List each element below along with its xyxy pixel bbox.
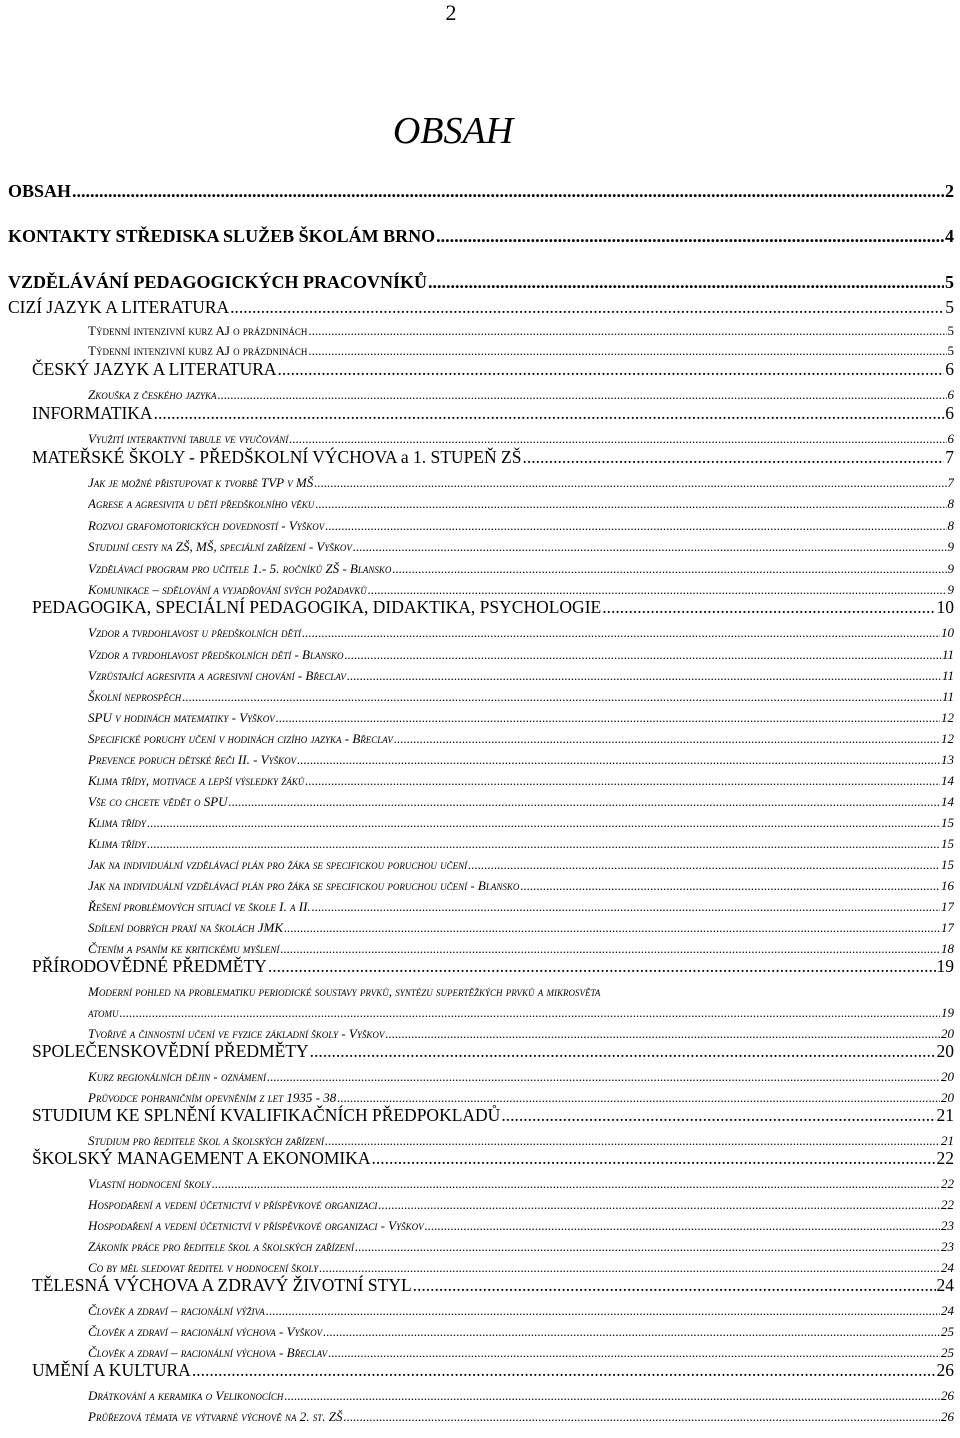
toc-entry-page: 25 — [941, 1324, 954, 1339]
toc-entry-title: SPU v hodinách matematiky - Vyškov — [88, 710, 275, 725]
toc-entry-title: Studium pro ředitele škol a školských zařízení — [88, 1133, 325, 1148]
toc-entry-page: 20 — [941, 1090, 954, 1105]
toc-entry-title: Týdenní intenzivní kurz AJ o prázdninách — [88, 343, 308, 358]
toc-leader-dots — [428, 272, 944, 293]
toc-entry-page: 6 — [945, 359, 954, 379]
toc-entry[interactable] — [88, 773, 954, 789]
toc-entry-title: Jak na individuální vzdělávací plán pro žáka se specifickou poruchou učení - Blansko — [88, 878, 520, 893]
toc-entry-title: Člověk a zdraví – racionální výchova - Břeclav — [88, 1345, 328, 1360]
toc-entry[interactable] — [8, 272, 954, 293]
toc-entry-title: Tvořivé a činnostní učení ve fyzice základní školy - Vyškov — [88, 1026, 385, 1041]
toc-entry[interactable] — [32, 1041, 954, 1062]
toc-entry-title: VZDĚLÁVÁNÍ PEDAGOGICKÝCH PRACOVNÍKŮ — [8, 272, 428, 292]
toc-entry-title: Co by měl sledovat ředitel v hodnocení školy — [88, 1260, 319, 1275]
toc-leader-dots — [372, 1148, 936, 1169]
toc-leader-dots — [266, 1303, 940, 1319]
toc-entry[interactable] — [88, 323, 954, 339]
toc-entry-page: 13 — [941, 752, 954, 767]
toc-entry[interactable] — [88, 1388, 954, 1404]
toc-entry[interactable] — [88, 920, 954, 936]
toc-entry[interactable] — [88, 431, 954, 447]
toc-entry[interactable] — [8, 297, 954, 318]
toc-entry[interactable] — [88, 1239, 954, 1255]
toc-entry[interactable] — [88, 1176, 954, 1192]
toc-entry-page: 22 — [941, 1197, 954, 1212]
toc-entry-title: Člověk a zdraví – racionální výživa — [88, 1303, 265, 1318]
toc-entry-title: STUDIUM KE SPLNĚNÍ KVALIFIKAČNÍCH PŘEDPOKLADŮ — [32, 1105, 501, 1125]
toc-entry[interactable] — [88, 1324, 954, 1340]
toc-entry[interactable] — [88, 941, 954, 957]
toc-entry[interactable] — [88, 878, 954, 894]
toc-entry-page: 6 — [947, 431, 954, 446]
toc-entry-title: Hospodaření a vedení účetnictví v příspěvkové organizaci — [88, 1197, 378, 1212]
toc-entry-page: 20 — [936, 1041, 954, 1061]
toc-leader-dots — [602, 597, 935, 618]
toc-entry-page: 15 — [941, 815, 954, 830]
toc-entry[interactable] — [88, 857, 954, 873]
toc-entry-page: 5 — [945, 272, 954, 292]
toc-entry-page: 23 — [941, 1239, 954, 1254]
toc-leader-dots — [229, 794, 940, 810]
toc-entry-page: 20 — [941, 1026, 954, 1041]
toc-leader-dots — [147, 836, 940, 852]
toc-leader-dots — [392, 561, 946, 577]
toc-entry-page: 10 — [936, 597, 954, 617]
toc-leader-dots — [436, 226, 944, 247]
toc-leader-dots — [347, 668, 941, 684]
toc-leader-dots — [192, 1360, 936, 1381]
toc-entry-page: 25 — [941, 1345, 954, 1360]
toc-entry[interactable] — [88, 1260, 954, 1276]
toc-entry-title: INFORMATIKA — [32, 403, 153, 423]
toc-entry[interactable] — [88, 1005, 954, 1021]
toc-entry-page: 23 — [941, 1218, 954, 1233]
toc-entry-page: 26 — [936, 1360, 954, 1380]
toc-leader-dots — [328, 1345, 940, 1361]
toc-entry-title: Jak na individuální vzdělávací plán pro žáka se specifickou poruchou učení — [88, 857, 468, 872]
toc-entry-title: PEDAGOGIKA, SPECIÁLNÍ PEDAGOGIKA, DIDAKTIKA, PSYCHOLOGIE — [32, 597, 602, 617]
toc-entry-title: Zkouška z českého jazyka — [88, 387, 217, 402]
toc-leader-dots — [147, 815, 940, 831]
toc-entry-title: Prevence poruch dětské řeči II. - Vyškov — [88, 752, 297, 767]
toc-entry-page: 5 — [947, 343, 954, 358]
toc-entry-page: 6 — [945, 403, 954, 423]
toc-entry-page: 26 — [941, 1388, 954, 1403]
toc-entry[interactable] — [32, 447, 954, 468]
toc-entry-title: Klima třídy, motivace a lepší výsledky žáků — [88, 773, 305, 788]
toc-entry[interactable] — [88, 836, 954, 852]
toc-leader-dots — [308, 343, 946, 359]
toc-entry-title: Člověk a zdraví – racionální výchova - Vyškov — [88, 1324, 323, 1339]
toc-entry-page: 4 — [945, 226, 954, 246]
toc-entry-title: Vše co chcete vědět o SPU — [88, 794, 228, 809]
toc-leader-dots — [230, 297, 944, 318]
toc-entry[interactable] — [32, 1275, 954, 1296]
toc-entry[interactable] — [88, 815, 954, 831]
toc-leader-dots — [297, 752, 940, 768]
toc-leader-dots — [413, 1275, 936, 1296]
toc-entry-page: 21 — [936, 1105, 954, 1125]
toc-entry-title: Vzdor a tvrdohlavost předškolních dětí - Blansko — [88, 647, 344, 662]
toc-entry-title: Kurz regionálních dějin - oznámení — [88, 1069, 266, 1084]
toc-entry-title: Průvodce pohraničním opevněním z let 1935 - 38 — [88, 1090, 337, 1105]
toc-entry[interactable] — [88, 561, 954, 577]
toc-entry-title: Drátkování a keramika o Velikonocích — [88, 1388, 284, 1403]
toc-entry[interactable] — [32, 597, 954, 618]
toc-entry[interactable] — [88, 1197, 954, 1213]
toc-entry-title: UMĚNÍ A KULTURA — [32, 1360, 191, 1380]
toc-entry[interactable] — [88, 794, 954, 810]
toc-entry[interactable] — [88, 1218, 954, 1234]
toc-leader-dots — [468, 857, 940, 873]
toc-leader-dots — [353, 539, 947, 555]
toc-entry[interactable] — [88, 625, 954, 641]
toc-entry-page: 26 — [941, 1409, 954, 1424]
toc-entry-page: 19 — [936, 956, 954, 976]
toc-entry-page: 22 — [936, 1148, 954, 1168]
toc-entry-page: 11 — [941, 668, 954, 683]
toc-leader-dots — [310, 1041, 936, 1062]
toc-entry-title: Sdílení dobrých praxí na školách JMK — [88, 920, 284, 935]
toc-leader-dots — [278, 359, 945, 380]
toc-leader-dots — [355, 1239, 940, 1255]
toc-entry-page: 9 — [947, 539, 954, 554]
toc-entry-page: 15 — [941, 857, 954, 872]
toc-entry-title: ŠKOLSKÝ MANAGEMENT A EKONOMIKA — [32, 1148, 371, 1168]
toc-entry-title: Vzdor a tvrdohlavost u předškolních dětí — [88, 625, 301, 640]
toc-entry[interactable] — [8, 181, 954, 202]
toc-leader-dots — [368, 582, 947, 598]
toc-entry-page: 12 — [941, 731, 954, 746]
toc-entry-title: Vzdělávací program pro učitele 1.- 5. ročníků ZŠ - Blansko — [88, 561, 392, 576]
toc-entry-title: Klima třídy — [88, 815, 146, 830]
toc-entry[interactable] — [88, 689, 954, 705]
toc-leader-dots — [289, 431, 946, 447]
toc-entry[interactable] — [32, 1105, 954, 1126]
toc-leader-dots — [344, 1409, 941, 1425]
toc-leader-dots — [268, 956, 936, 977]
toc-entry-page: 14 — [941, 794, 954, 809]
toc-entry[interactable] — [88, 647, 954, 663]
toc-entry-page: 9 — [947, 582, 954, 597]
toc-leader-dots — [212, 1176, 940, 1192]
toc-entry-title: MATEŘSKÉ ŠKOLY - PŘEDŠKOLNÍ VÝCHOVA a 1. STUPEŇ ZŠ — [32, 447, 522, 467]
toc-entry[interactable] — [32, 956, 954, 977]
toc-entry[interactable] — [32, 1148, 954, 1169]
toc-leader-dots — [323, 1324, 940, 1340]
page-number: 2 — [445, 0, 457, 25]
toc-entry[interactable] — [88, 1090, 954, 1106]
toc-entry-page: 5 — [945, 297, 954, 317]
toc-entry[interactable] — [88, 899, 954, 915]
toc-entry[interactable] — [88, 1409, 954, 1425]
toc-entry[interactable] — [88, 668, 954, 684]
toc-entry-page: 24 — [941, 1303, 954, 1318]
toc-entry-page: 9 — [947, 561, 954, 576]
toc-leader-dots — [182, 689, 941, 705]
toc-entry-title: Moderní pohled na problematiku periodické soustavy prvků, syntézu supertěžkých prvků a mikrosvěta — [88, 984, 601, 999]
toc-leader-dots — [325, 518, 946, 534]
toc-entry[interactable] — [32, 403, 954, 424]
toc-entry-page: 8 — [947, 496, 954, 511]
toc-entry-page: 5 — [947, 323, 954, 338]
toc-entry-page: 2 — [945, 181, 954, 201]
toc-entry[interactable] — [88, 496, 954, 512]
toc-entry[interactable] — [32, 1360, 954, 1381]
toc-entry[interactable] — [88, 1026, 954, 1042]
toc-entry-title: Komunikace – sdělování a vyjadřování svých požadavků — [88, 582, 367, 597]
toc-entry[interactable] — [88, 1069, 954, 1085]
toc-entry-title: Školní neprospěch — [88, 689, 182, 704]
toc-leader-dots — [280, 941, 940, 957]
toc-leader-dots — [345, 647, 941, 663]
toc-entry-page: 24 — [941, 1260, 954, 1275]
toc-entry-page: 24 — [936, 1275, 954, 1295]
toc-leader-dots — [319, 1260, 940, 1276]
toc-entry-title: ČESKÝ JAZYK A LITERATURA — [32, 359, 277, 379]
toc-entry-title: CIZÍ JAZYK A LITERATURA — [8, 297, 230, 317]
toc-entry-page: 20 — [941, 1069, 954, 1084]
toc-entry[interactable] — [88, 1133, 954, 1149]
toc-entry-title: KONTAKTY STŘEDISKA SLUŽEB ŠKOLÁM BRNO — [8, 226, 436, 246]
toc-entry[interactable] — [88, 1303, 954, 1319]
toc-leader-dots — [394, 731, 940, 747]
toc-entry-page: 10 — [941, 625, 954, 640]
toc-entry-page: 16 — [941, 878, 954, 893]
toc-entry[interactable] — [88, 343, 954, 359]
toc-leader-dots — [314, 475, 946, 491]
toc-leader-dots — [305, 773, 940, 789]
toc-leader-dots — [72, 181, 944, 202]
toc-leader-dots — [378, 1197, 940, 1213]
toc-leader-dots — [520, 878, 940, 894]
toc-leader-dots — [325, 1133, 940, 1149]
toc-entry-page: 7 — [945, 447, 954, 467]
toc-entry-title: Vlastní hodnocení školy — [88, 1176, 211, 1191]
toc-entry-page: 15 — [941, 836, 954, 851]
toc-entry-title: Vzrůstající agresivita a agresivní chování - Břeclav — [88, 668, 346, 683]
toc-leader-dots — [302, 625, 940, 641]
toc-entry[interactable] — [88, 984, 954, 1000]
toc-leader-dots — [315, 496, 946, 512]
toc-leader-dots — [154, 403, 945, 424]
toc-entry[interactable] — [88, 518, 954, 534]
toc-leader-dots — [522, 447, 944, 468]
toc-entry[interactable] — [88, 710, 954, 726]
toc-entry-title: OBSAH — [8, 181, 72, 201]
toc-leader-dots — [337, 1090, 940, 1106]
toc-entry[interactable] — [88, 582, 954, 598]
toc-entry-title: Studijní cesty na ZŠ, MŠ, speciální zařízení - Vyškov — [88, 539, 352, 554]
toc-entry[interactable] — [88, 387, 954, 403]
toc-entry-title: Průřezová témata ve výtvarné výchově na 2. st. ZŠ — [88, 1409, 343, 1424]
toc-leader-dots — [276, 710, 940, 726]
toc-entry-page: 6 — [947, 387, 954, 402]
toc-entry[interactable] — [32, 359, 954, 380]
toc-entry-title: Zákoník práce pro ředitele škol a školských zařízení — [88, 1239, 354, 1254]
page-title: OBSAH — [392, 110, 514, 152]
toc-leader-dots — [425, 1218, 940, 1234]
toc-entry-title: Rozvoj grafomotorických dovedností - Vyškov — [88, 518, 325, 533]
toc-leader-dots — [501, 1105, 935, 1126]
toc-entry-title: Jak je možné přistupovat k tvorbě TVP v MŠ — [88, 475, 314, 490]
toc-entry-page: 11 — [941, 689, 954, 704]
toc-leader-dots — [284, 1388, 940, 1404]
toc-entry[interactable] — [88, 752, 954, 768]
toc-entry-page: 17 — [941, 920, 954, 935]
toc-entry-page: 12 — [941, 710, 954, 725]
toc-entry-title: atomu — [88, 1005, 119, 1020]
toc-entry-title: Využití interaktivní tabule ve vyučování — [88, 431, 289, 446]
toc-entry-title: Čtením a psaním ke kritickému myšlení — [88, 941, 280, 956]
toc-entry-title: TĚLESNÁ VÝCHOVA A ZDRAVÝ ŽIVOTNÍ STYL — [32, 1275, 412, 1295]
toc-entry-title: Týdenní intenzivní kurz AJ o prázdninách — [88, 323, 308, 338]
toc-entry-page: 14 — [941, 773, 954, 788]
toc-leader-dots — [218, 387, 947, 403]
toc-leader-dots — [267, 1069, 940, 1085]
toc-entry[interactable] — [88, 731, 954, 747]
toc-entry-page: 7 — [947, 475, 954, 490]
toc-entry[interactable] — [88, 539, 954, 555]
toc-entry[interactable] — [88, 1345, 954, 1361]
toc-entry[interactable] — [8, 226, 954, 247]
toc-entry-page: 22 — [941, 1176, 954, 1191]
toc-leader-dots — [385, 1026, 940, 1042]
toc-entry-page: 21 — [941, 1133, 954, 1148]
toc-entry-page: 18 — [941, 941, 954, 956]
toc-entry-page: 11 — [941, 647, 954, 662]
toc-entry-title: Hospodaření a vedení účetnictví v příspěvkové organizaci - Vyškov — [88, 1218, 424, 1233]
toc-leader-dots — [312, 899, 940, 915]
toc-entry-page: 19 — [941, 1005, 954, 1020]
toc-entry-page: 8 — [947, 518, 954, 533]
toc-leader-dots — [120, 1005, 940, 1021]
toc-leader-dots — [308, 323, 946, 339]
toc-leader-dots — [284, 920, 940, 936]
toc-entry-title: SPOLEČENSKOVĚDNÍ PŘEDMĚTY — [32, 1041, 309, 1061]
toc-entry-title: PŘÍRODOVĚDNÉ PŘEDMĚTY — [32, 956, 267, 976]
toc-entry-title: Specifické poruchy učení v hodinách cizího jazyka - Břeclav — [88, 731, 393, 746]
toc-entry[interactable] — [88, 475, 954, 491]
toc-entry-title: Řešení problémových situací ve škole I. a II. — [88, 899, 311, 914]
toc-entry-title: Klima třídy — [88, 836, 146, 851]
toc-entry-page: 17 — [941, 899, 954, 914]
toc-entry-title: Agrese a agresivita u dětí předškolního věku — [88, 496, 315, 511]
